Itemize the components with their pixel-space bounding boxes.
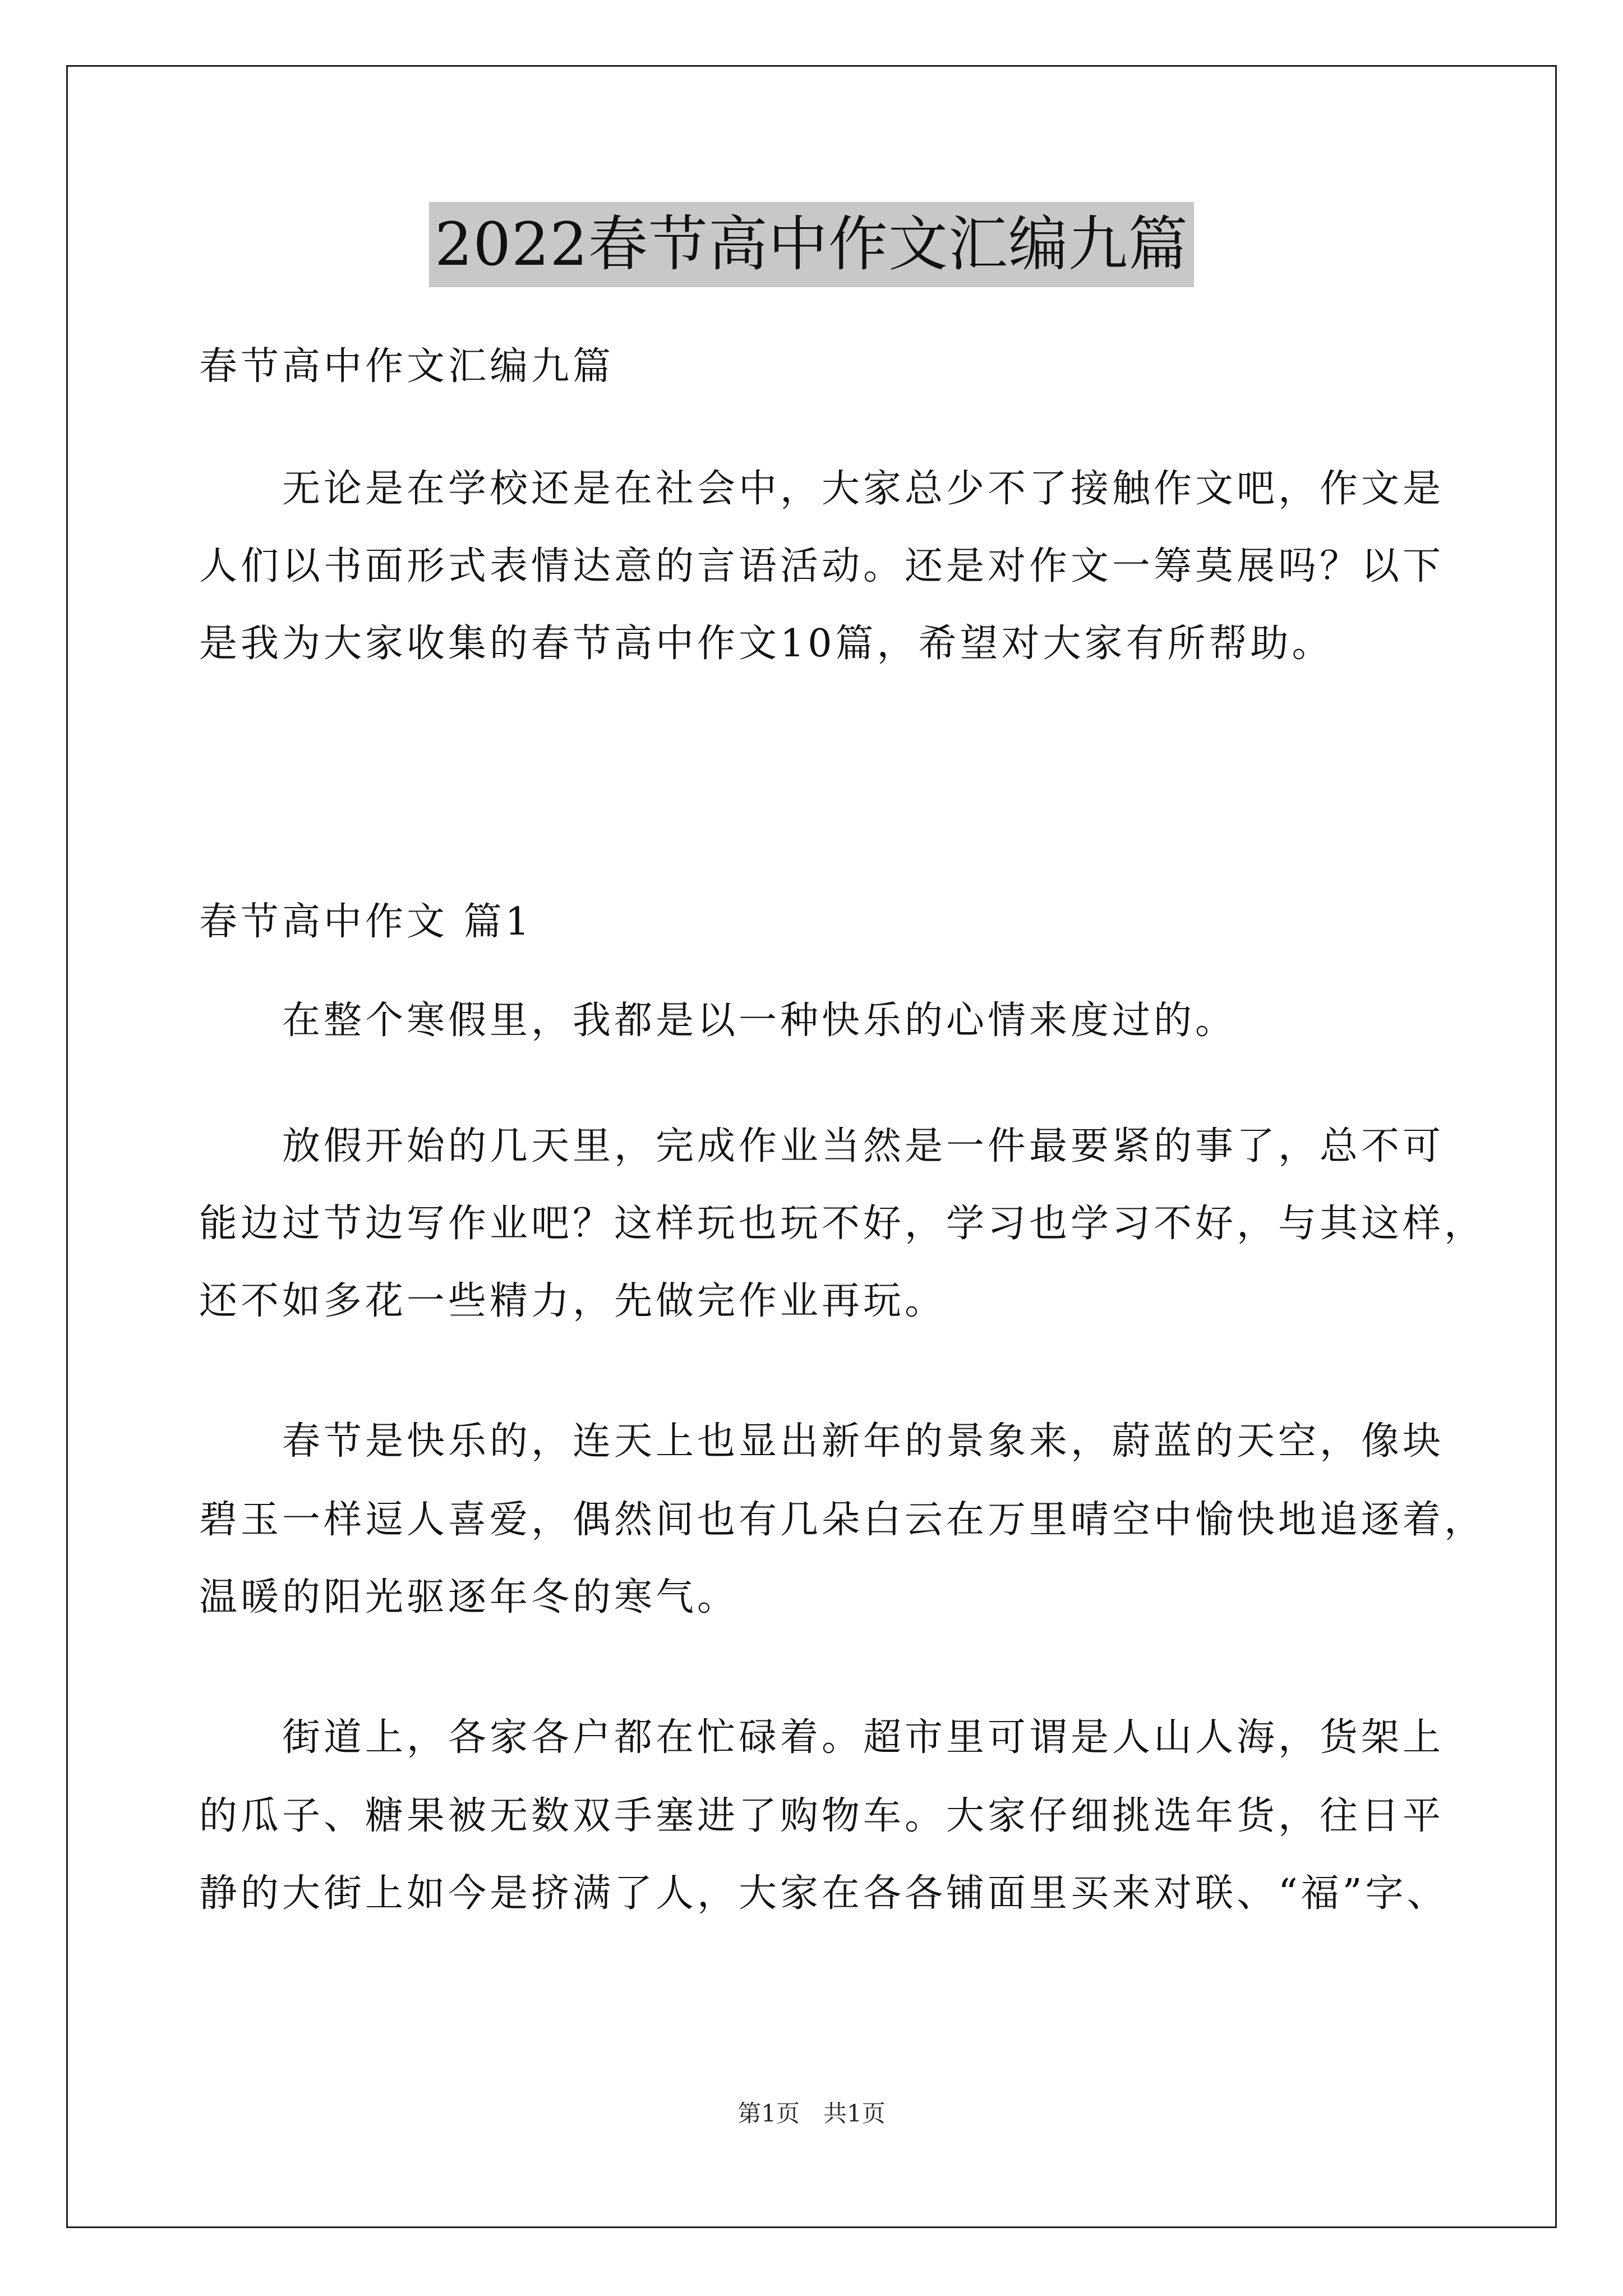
paragraph-2-line-3: 还不如多花一些精力，先做完作业再玩。 bbox=[199, 1279, 947, 1323]
paragraph-2-line-1: 放假开始的几天里，完成作业当然是一件最要紧的事了，总不可 bbox=[282, 1124, 1445, 1168]
paragraph-4-line-1: 街道上，各家各户都在忙碌着。超市里可谓是人山人海，货架上 bbox=[282, 1715, 1445, 1760]
paragraph-3-line-1: 春节是快乐的，连天上也显出新年的景象来，蔚蓝的天空，像块 bbox=[282, 1419, 1445, 1464]
paragraph-3-line-3: 温暖的阳光驱逐年冬的寒气。 bbox=[199, 1575, 739, 1619]
intro-line-3: 是我为大家收集的春节高中作文10篇，希望对大家有所帮助。 bbox=[199, 622, 1334, 666]
subtitle-line: 春节高中作文汇编九篇 bbox=[199, 344, 615, 389]
page-footer: 第1页 共1页 bbox=[737, 2100, 886, 2127]
paragraph-2-line-2: 能边过节边写作业吧？这样玩也玩不好，学习也学习不好，与其这样， bbox=[199, 1202, 1486, 1246]
document-title: 2022春节高中作文汇编九篇 bbox=[429, 202, 1194, 287]
intro-line-1: 无论是在学校还是在社会中，大家总少不了接触作文吧，作文是 bbox=[282, 467, 1445, 511]
intro-line-2: 人们以书面形式表情达意的言语活动。还是对作文一筹莫展吗？以下 bbox=[199, 544, 1445, 588]
paragraph-3-line-2: 碧玉一样逗人喜爱，偶然间也有几朵白云在万里晴空中愉快地追逐着， bbox=[199, 1498, 1486, 1542]
paragraph-4-line-2: 的瓜子、糖果被无数双手塞进了购物车。大家仔细挑选年货，往日平 bbox=[199, 1794, 1445, 1838]
section-heading: 春节高中作文 篇1 bbox=[199, 900, 533, 944]
paragraph-4-line-3: 静的大街上如今是挤满了人，大家在各各铺面里买来对联、“福”字、 bbox=[199, 1871, 1449, 1916]
title-block bbox=[0, 202, 1623, 287]
paragraph-1-line-1: 在整个寒假里，我都是以一种快乐的心情来度过的。 bbox=[282, 999, 1237, 1043]
